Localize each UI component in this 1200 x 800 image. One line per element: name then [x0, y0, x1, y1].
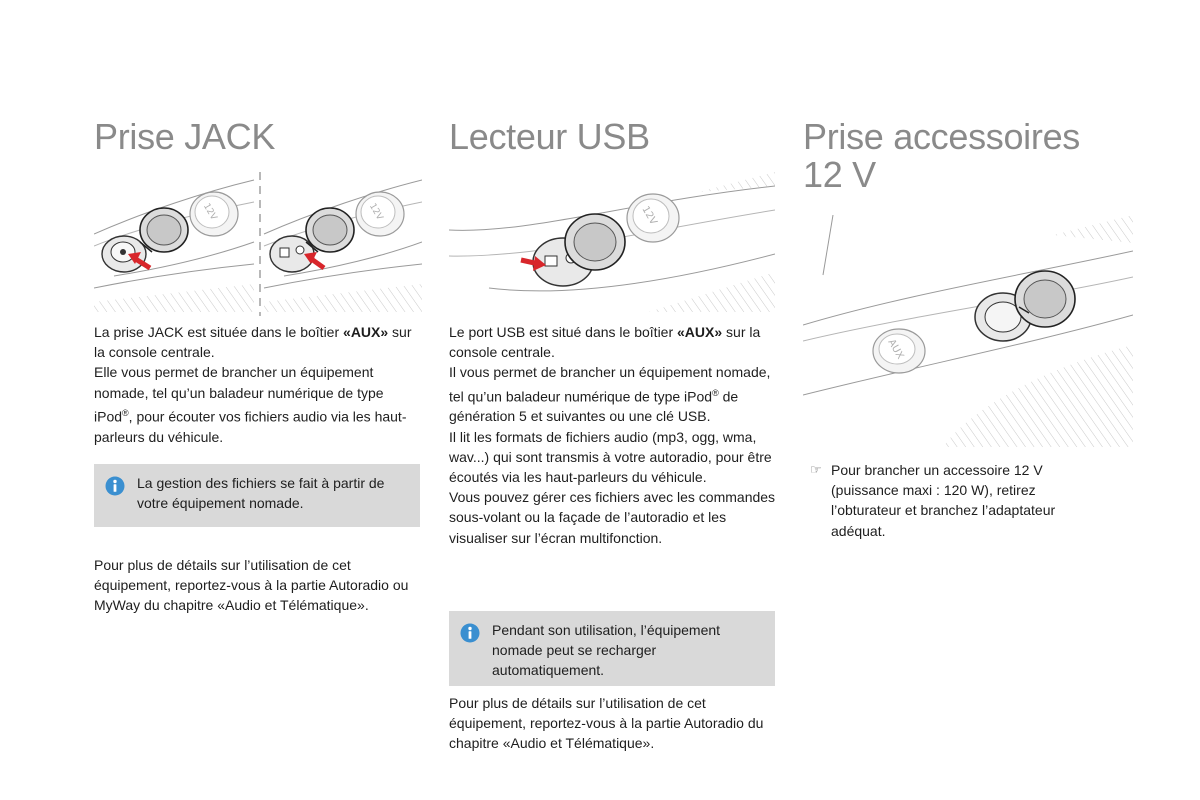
jack-body: La prise JACK est située dans le boîtier «AUX» sur la console centrale. Elle vous permet de brancher un équipement nomade, tel qu’un baladeur numérique de type iPod®, pour écouter vos fichiers audio via les haut-parleurs du véhicule. [94, 324, 412, 445]
usb-title: Lecteur USB [449, 116, 650, 157]
jack-info-box [94, 464, 420, 527]
accessory-aux-label: AUX [885, 337, 906, 362]
accessory-body: Pour brancher un accessoire 12 V (puissance maxi : 120 W), retirez l’obturateur et branchez l’adaptateur adéquat. [831, 462, 1056, 539]
jack-illustration [94, 172, 422, 316]
jack-section [94, 118, 424, 156]
jack-panel-left [94, 180, 254, 312]
info-icon [105, 476, 125, 496]
accessory-description [831, 460, 1081, 541]
usb-section [449, 118, 779, 156]
jack-title: Prise JACK [94, 116, 276, 157]
usb-illustration [449, 172, 775, 316]
usb-more-text: Pour plus de détails sur l’utilisation de cet équipement, reportez-vous à la partie Autoradio du chapitre «Audio et Télématique». [449, 695, 764, 752]
jack-more-text: Pour plus de détails sur l’utilisation de cet équipement, reportez-vous à la partie Autoradio ou MyWay du chapitre «Audio et Télématique». [94, 557, 409, 614]
accessory-illustration [803, 215, 1133, 447]
usb-more-info [449, 693, 783, 754]
jack-more-info [94, 555, 428, 616]
accessory-title: Prise accessoires 12 V [803, 116, 1080, 195]
jack-panel-right [264, 180, 422, 312]
usb-body: Le port USB est situé dans le boîtier «AUX» sur la console centrale. Il vous permet de brancher un équipement nomade, tel qu’un baladeur numérique de type iPod® de génération 5 et suivantes ou une clé USB. Il lit les formats de fichiers audio (mp3, ogg, wma, wav...) qui sont transmis à votre autoradio, pour être écoutés via les haut-parleurs du véhicule. Vous pouvez gérer ces fichiers avec les commandes sous-volant ou la façade de l’autoradio et les visualiser sur l’écran multifonction. [449, 324, 776, 546]
usb-info-text: Pendant son utilisation, l’équipement nomade peut se recharger automatiquement. [492, 622, 721, 678]
usb-info-box [449, 611, 775, 686]
jack-aux-label: «AUX» [343, 324, 389, 340]
usb-12v-label: 12V [639, 204, 659, 227]
jack-12v-label-right: 12V [366, 201, 385, 223]
pointing-hand-bullet-icon: ☞ [810, 462, 822, 477]
info-icon [460, 623, 480, 643]
jack-12v-label-left: 12V [200, 201, 219, 223]
usb-aux-label: «AUX» [677, 324, 723, 340]
accessory-section [803, 118, 1133, 194]
jack-info-text: La gestion des fichiers se fait à partir de votre équipement nomade. [137, 475, 385, 511]
usb-description [449, 322, 779, 548]
jack-description [94, 322, 424, 447]
